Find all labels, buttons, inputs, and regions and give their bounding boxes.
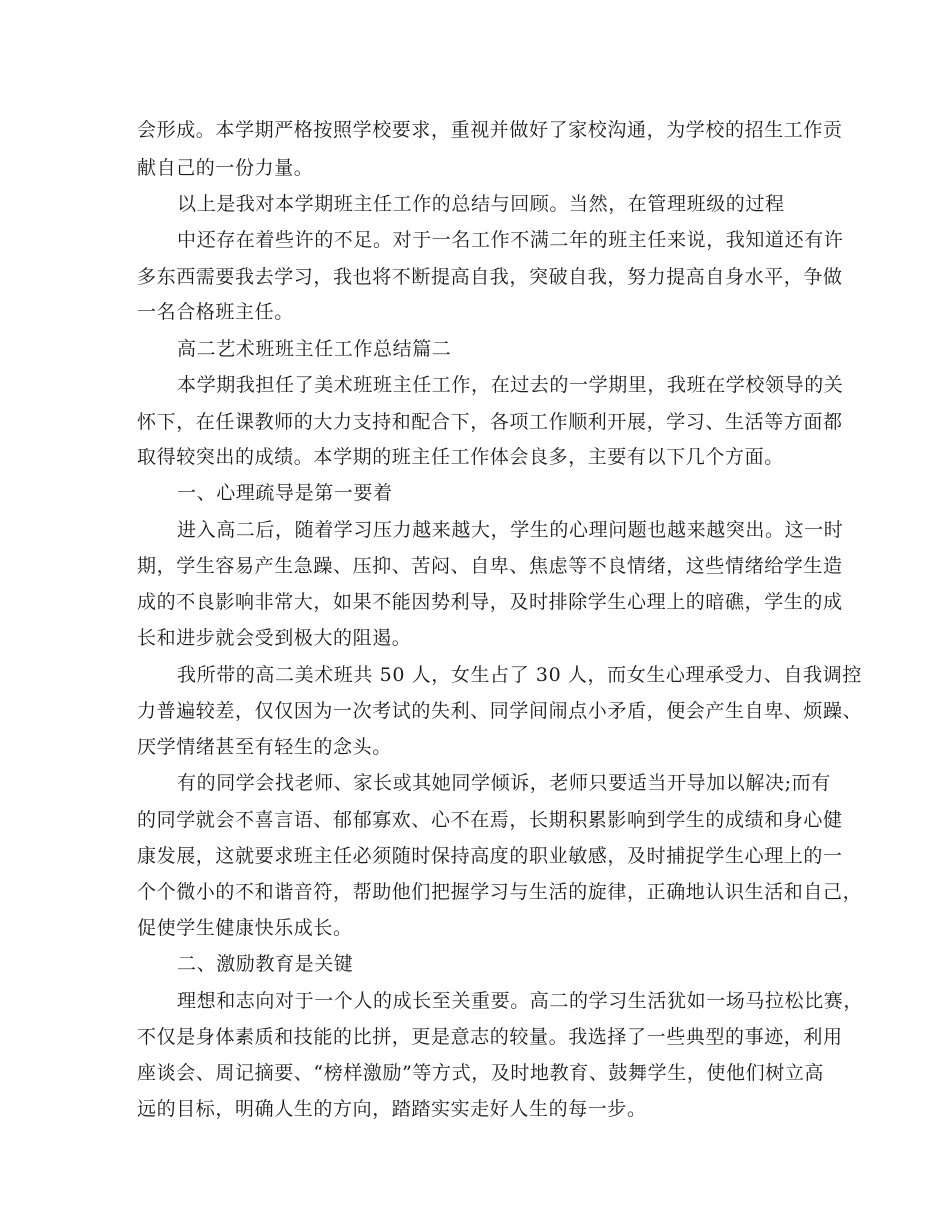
text-line: 有的同学会找老师、家长或其她同学倾诉，老师只要适当开导加以解决;而有 bbox=[177, 772, 831, 794]
text-line: 本学期我担任了美术班班主任工作，在过去的一学期里，我班在学校领导的关 bbox=[177, 374, 844, 396]
text-line: 促使学生健康快乐成长。 bbox=[137, 917, 353, 939]
text-line: 长和进步就会受到极大的阻遏。 bbox=[137, 627, 412, 649]
text-line: 远的目标，明确人生的方向，踏踏实实走好人生的每一步。 bbox=[137, 1098, 647, 1120]
text-line: 献自己的一份力量。 bbox=[137, 157, 314, 179]
text-line: 我所带的高二美术班共 50 人，女生占了 30 人，而女生心理承受力、自我调控 bbox=[177, 664, 862, 686]
text-line: 中还存在着些许的不足。对于一名工作不满二年的班主任来说，我知道还有许 bbox=[177, 229, 844, 251]
text-line: 一名合格班主任。 bbox=[137, 301, 294, 323]
text-line: 个个微小的不和谐音符，帮助他们把握学习与生活的旋律，正确地认识生活和自己， bbox=[137, 881, 863, 903]
text-line: 多东西需要我去学习，我也将不断提高自我，突破自我，努力提高自身水平，争做 bbox=[137, 266, 843, 288]
text-line: 厌学情绪甚至有轻生的念头。 bbox=[137, 736, 392, 758]
text-line: 康发展，这就要求班主任必须随时保持高度的职业敏感，及时捕捉学生心理上的一 bbox=[137, 845, 843, 867]
text-line: 不仅是身体素质和技能的比拼，更是意志的较量。我选择了一些典型的事迹，利用 bbox=[137, 1026, 843, 1048]
section-heading: 一、心理疏导是第一要着 bbox=[177, 482, 393, 504]
text-line: 怀下，在任课教师的大力支持和配合下，各项工作顺利开展，学习、生活等方面都 bbox=[137, 411, 843, 433]
section-heading: 二、激励教育是关键 bbox=[177, 953, 354, 975]
text-line: 成的不良影响非常大，如果不能因势利导，及时排除学生心理上的暗礁，学生的成 bbox=[137, 591, 843, 613]
text-line: 力普遍较差，仅仅因为一次考试的失利、同学间闹点小矛盾，便会产生自卑、烦躁、 bbox=[137, 700, 863, 722]
text-line: 的同学就会不喜言语、郁郁寡欢、心不在焉，长期积累影响到学生的成绩和身心健 bbox=[137, 809, 843, 831]
text-line: 取得较突出的成绩。本学期的班主任工作体会良多，主要有以下几个方面。 bbox=[137, 446, 784, 468]
text-line: 进入高二后，随着学习压力越来越大，学生的心理问题也越来越突出。这一时 bbox=[177, 519, 844, 541]
text-line: 会形成。本学期严格按照学校要求，重视并做好了家校沟通，为学校的招生工作贡 bbox=[137, 119, 843, 141]
section-heading: 高二艺术班班主任工作总结篇二 bbox=[177, 338, 452, 360]
text-line: 以上是我对本学期班主任工作的总结与回顾。当然，在管理班级的过程 bbox=[177, 193, 785, 215]
text-line: 理想和志向对于一个人的成长至关重要。高二的学习生活犹如一场马拉松比赛， bbox=[177, 990, 864, 1012]
text-line: 期，学生容易产生急躁、压抑、苦闷、自卑、焦虑等不良情绪，这些情绪给学生造 bbox=[137, 555, 843, 577]
text-line: 座谈会、周记摘要、“榜样激励”等方式，及时地教育、鼓舞学生，使他们树立高 bbox=[137, 1062, 825, 1084]
